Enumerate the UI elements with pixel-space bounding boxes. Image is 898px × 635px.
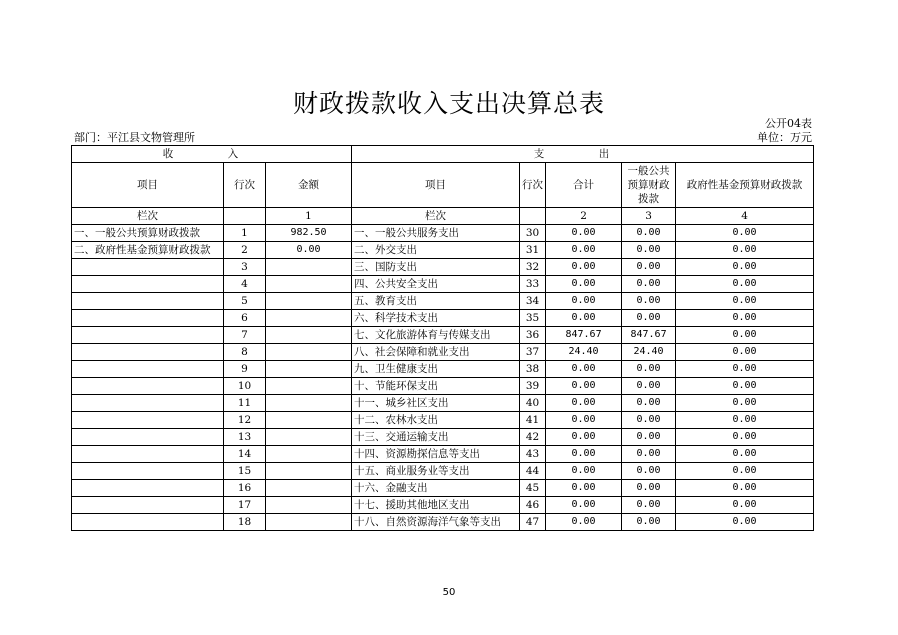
income-amount-cell: 982.50 xyxy=(266,225,352,242)
income-amount-cell xyxy=(266,446,352,463)
income-amount-cell xyxy=(266,378,352,395)
expense-item-cell: 十二、农林水支出 xyxy=(352,412,520,429)
income-amount-cell xyxy=(266,395,352,412)
expense-line-cell: 43 xyxy=(520,446,546,463)
expense-gov-fund-cell: 0.00 xyxy=(676,344,814,361)
table-row xyxy=(72,412,814,429)
income-line-cell: 16 xyxy=(224,480,266,497)
expense-item-cell: 十一、城乡社区支出 xyxy=(352,395,520,412)
income-item-cell xyxy=(72,514,224,531)
income-line-cell: 4 xyxy=(224,276,266,293)
col-header-gov-fund: 政府性基金预算财政拨款 xyxy=(676,163,814,208)
column-index-row xyxy=(72,208,814,225)
table-row xyxy=(72,446,814,463)
expense-general-cell: 0.00 xyxy=(622,497,676,514)
table-row xyxy=(72,395,814,412)
table-row xyxy=(72,497,814,514)
expense-total-cell: 0.00 xyxy=(546,293,622,310)
expense-item-cell: 一、一般公共服务支出 xyxy=(352,225,520,242)
page-number: 50 xyxy=(442,587,456,598)
income-line-cell: 11 xyxy=(224,395,266,412)
expense-item-cell: 十五、商业服务业等支出 xyxy=(352,463,520,480)
expense-line-cell: 34 xyxy=(520,293,546,310)
header-row-sections xyxy=(72,146,814,163)
expense-total-cell: 0.00 xyxy=(546,361,622,378)
col-header-item: 项目 xyxy=(72,163,224,208)
expense-line-cell: 37 xyxy=(520,344,546,361)
table-row xyxy=(72,480,814,497)
expense-item-cell: 五、教育支出 xyxy=(352,293,520,310)
col-index-label-income: 栏次 xyxy=(72,208,224,225)
income-item-cell xyxy=(72,327,224,344)
income-item-cell xyxy=(72,463,224,480)
expense-gov-fund-cell: 0.00 xyxy=(676,327,814,344)
expense-general-cell: 0.00 xyxy=(622,514,676,531)
expense-line-cell: 40 xyxy=(520,395,546,412)
table-row xyxy=(72,242,814,259)
expense-gov-fund-cell: 0.00 xyxy=(676,480,814,497)
col-header-exp-item: 项目 xyxy=(352,163,520,208)
col-header-line-no: 行次 xyxy=(224,163,266,208)
income-item-cell xyxy=(72,497,224,514)
income-line-cell: 13 xyxy=(224,429,266,446)
income-item-cell: 一、一般公共预算财政拨款 xyxy=(72,225,224,242)
income-line-cell: 6 xyxy=(224,310,266,327)
table-row xyxy=(72,225,814,242)
income-line-cell: 1 xyxy=(224,225,266,242)
col-header-amount: 金额 xyxy=(266,163,352,208)
col-header-general-budget: 一般公共预算财政拨款 xyxy=(622,163,676,208)
expense-header-text: 支 出 xyxy=(533,148,632,160)
expense-item-cell: 十、节能环保支出 xyxy=(352,378,520,395)
unit-label: 单位：万元 xyxy=(757,131,812,144)
income-line-cell: 17 xyxy=(224,497,266,514)
col-index-empty xyxy=(520,208,546,225)
expense-line-cell: 42 xyxy=(520,429,546,446)
expense-item-cell: 三、国防支出 xyxy=(352,259,520,276)
table-row xyxy=(72,327,814,344)
expense-general-cell: 0.00 xyxy=(622,395,676,412)
expense-general-cell: 0.00 xyxy=(622,310,676,327)
expense-total-cell: 0.00 xyxy=(546,514,622,531)
expense-total-cell: 0.00 xyxy=(546,242,622,259)
expense-general-cell: 0.00 xyxy=(622,259,676,276)
expense-item-cell: 十四、资源勘探信息等支出 xyxy=(352,446,520,463)
expense-general-cell: 0.00 xyxy=(622,463,676,480)
income-amount-cell xyxy=(266,259,352,276)
col-header-total: 合计 xyxy=(546,163,622,208)
income-amount-cell xyxy=(266,361,352,378)
header-row-columns xyxy=(72,163,814,208)
expense-line-cell: 44 xyxy=(520,463,546,480)
expense-general-cell: 0.00 xyxy=(622,412,676,429)
expense-general-cell: 0.00 xyxy=(622,225,676,242)
expense-line-cell: 38 xyxy=(520,361,546,378)
expense-item-cell: 四、公共安全支出 xyxy=(352,276,520,293)
expense-item-cell: 九、卫生健康支出 xyxy=(352,361,520,378)
income-item-cell xyxy=(72,395,224,412)
expense-total-cell: 0.00 xyxy=(546,463,622,480)
expense-general-cell: 0.00 xyxy=(622,378,676,395)
expense-gov-fund-cell: 0.00 xyxy=(676,225,814,242)
income-item-cell xyxy=(72,344,224,361)
page-title: 财政拨款收入支出决算总表 xyxy=(292,89,605,118)
income-amount-cell xyxy=(266,276,352,293)
expense-gov-fund-cell: 0.00 xyxy=(676,310,814,327)
expense-gov-fund-cell: 0.00 xyxy=(676,293,814,310)
income-line-cell: 12 xyxy=(224,412,266,429)
table-row xyxy=(72,344,814,361)
col-index-label-expense: 栏次 xyxy=(352,208,520,225)
expense-total-cell: 0.00 xyxy=(546,412,622,429)
expense-item-cell: 十三、交通运输支出 xyxy=(352,429,520,446)
expense-total-cell: 847.67 xyxy=(546,327,622,344)
expense-general-cell: 0.00 xyxy=(622,446,676,463)
expense-total-cell: 24.40 xyxy=(546,344,622,361)
expense-gov-fund-cell: 0.00 xyxy=(676,395,814,412)
income-amount-cell xyxy=(266,327,352,344)
income-item-cell xyxy=(72,412,224,429)
income-item-cell xyxy=(72,293,224,310)
expense-section-header xyxy=(352,146,814,163)
expense-line-cell: 35 xyxy=(520,310,546,327)
income-amount-cell xyxy=(266,344,352,361)
expense-gov-fund-cell: 0.00 xyxy=(676,378,814,395)
expense-total-cell: 0.00 xyxy=(546,446,622,463)
expense-line-cell: 47 xyxy=(520,514,546,531)
expense-item-cell: 六、科学技术支出 xyxy=(352,310,520,327)
table-row xyxy=(72,276,814,293)
income-line-cell: 15 xyxy=(224,463,266,480)
income-line-cell: 5 xyxy=(224,293,266,310)
income-line-cell: 14 xyxy=(224,446,266,463)
expense-general-cell: 0.00 xyxy=(622,361,676,378)
budget-table xyxy=(71,145,814,531)
expense-line-cell: 36 xyxy=(520,327,546,344)
income-amount-cell xyxy=(266,514,352,531)
expense-general-cell: 0.00 xyxy=(622,242,676,259)
income-header-text: 收 入 xyxy=(162,148,261,160)
income-item-cell xyxy=(72,276,224,293)
expense-gov-fund-cell: 0.00 xyxy=(676,259,814,276)
income-amount-cell xyxy=(266,293,352,310)
income-amount-cell xyxy=(266,497,352,514)
table-row xyxy=(72,259,814,276)
expense-gov-fund-cell: 0.00 xyxy=(676,497,814,514)
expense-line-cell: 45 xyxy=(520,480,546,497)
expense-general-cell: 0.00 xyxy=(622,429,676,446)
income-line-cell: 18 xyxy=(224,514,266,531)
income-line-cell: 10 xyxy=(224,378,266,395)
income-item-cell: 二、政府性基金预算财政拨款 xyxy=(72,242,224,259)
expense-item-cell: 二、外交支出 xyxy=(352,242,520,259)
expense-gov-fund-cell: 0.00 xyxy=(676,514,814,531)
table-row xyxy=(72,310,814,327)
income-line-cell: 9 xyxy=(224,361,266,378)
expense-general-cell: 24.40 xyxy=(622,344,676,361)
expense-line-cell: 31 xyxy=(520,242,546,259)
income-item-cell xyxy=(72,259,224,276)
income-amount-cell: 0.00 xyxy=(266,242,352,259)
expense-total-cell: 0.00 xyxy=(546,429,622,446)
expense-total-cell: 0.00 xyxy=(546,497,622,514)
expense-item-cell: 十七、援助其他地区支出 xyxy=(352,497,520,514)
table-row xyxy=(72,378,814,395)
income-item-cell xyxy=(72,480,224,497)
expense-line-cell: 32 xyxy=(520,259,546,276)
table-row xyxy=(72,514,814,531)
col-index-3: 3 xyxy=(622,208,676,225)
income-amount-cell xyxy=(266,412,352,429)
expense-total-cell: 0.00 xyxy=(546,480,622,497)
expense-item-cell: 八、社会保障和就业支出 xyxy=(352,344,520,361)
income-item-cell xyxy=(72,361,224,378)
expense-gov-fund-cell: 0.00 xyxy=(676,446,814,463)
expense-line-cell: 41 xyxy=(520,412,546,429)
form-number: 公开04表 xyxy=(765,117,812,130)
expense-line-cell: 30 xyxy=(520,225,546,242)
col-index-empty xyxy=(224,208,266,225)
expense-item-cell: 七、文化旅游体育与传媒支出 xyxy=(352,327,520,344)
income-item-cell xyxy=(72,378,224,395)
col-index-4: 4 xyxy=(676,208,814,225)
col-index-1: 1 xyxy=(266,208,352,225)
income-item-cell xyxy=(72,310,224,327)
table-row xyxy=(72,361,814,378)
expense-total-cell: 0.00 xyxy=(546,378,622,395)
col-index-2: 2 xyxy=(546,208,622,225)
table-row xyxy=(72,463,814,480)
income-item-cell xyxy=(72,446,224,463)
department-label: 部门：平江县文物管理所 xyxy=(74,131,195,144)
income-amount-cell xyxy=(266,480,352,497)
expense-general-cell: 0.00 xyxy=(622,276,676,293)
col-header-exp-line-no: 行次 xyxy=(520,163,546,208)
expense-gov-fund-cell: 0.00 xyxy=(676,412,814,429)
income-section-header xyxy=(72,146,352,163)
income-amount-cell xyxy=(266,310,352,327)
table-row xyxy=(72,429,814,446)
expense-total-cell: 0.00 xyxy=(546,395,622,412)
expense-general-cell: 0.00 xyxy=(622,480,676,497)
income-amount-cell xyxy=(266,463,352,480)
expense-gov-fund-cell: 0.00 xyxy=(676,361,814,378)
income-line-cell: 7 xyxy=(224,327,266,344)
expense-total-cell: 0.00 xyxy=(546,225,622,242)
expense-general-cell: 847.67 xyxy=(622,327,676,344)
income-item-cell xyxy=(72,429,224,446)
expense-item-cell: 十六、金融支出 xyxy=(352,480,520,497)
expense-line-cell: 33 xyxy=(520,276,546,293)
expense-gov-fund-cell: 0.00 xyxy=(676,463,814,480)
expense-item-cell: 十八、自然资源海洋气象等支出 xyxy=(352,514,520,531)
expense-gov-fund-cell: 0.00 xyxy=(676,276,814,293)
expense-total-cell: 0.00 xyxy=(546,310,622,327)
expense-total-cell: 0.00 xyxy=(546,276,622,293)
income-line-cell: 3 xyxy=(224,259,266,276)
expense-line-cell: 46 xyxy=(520,497,546,514)
income-line-cell: 2 xyxy=(224,242,266,259)
expense-general-cell: 0.00 xyxy=(622,293,676,310)
expense-total-cell: 0.00 xyxy=(546,259,622,276)
income-line-cell: 8 xyxy=(224,344,266,361)
expense-line-cell: 39 xyxy=(520,378,546,395)
table-row xyxy=(72,293,814,310)
income-amount-cell xyxy=(266,429,352,446)
expense-gov-fund-cell: 0.00 xyxy=(676,242,814,259)
expense-gov-fund-cell: 0.00 xyxy=(676,429,814,446)
